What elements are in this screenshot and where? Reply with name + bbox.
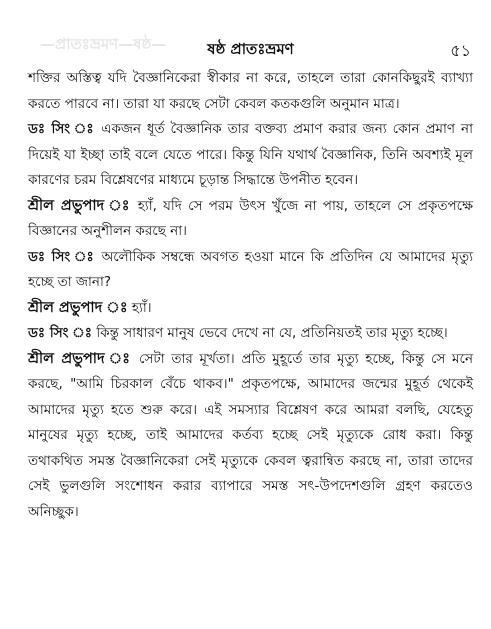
speaker-label: ডঃ সিং ঃ [28, 325, 93, 341]
paragraph [28, 347, 473, 526]
paragraph-text: একজন ধূর্ত বৈজ্ঞানিক তার বক্তব্য প্রমাণ করার জন্য কোন প্রমাণ না দিয়েই যা ইচ্ছা তাই বলে যেতে পারে। কিন্তু যিনি যথার্থ বৈজ্ঞানিক, তিনি অবশ্যই মূল কারণের চরম বিশ্লেষণের মাধ্যমে চূড়ান্ত সিদ্ধান্তে উপনীত হবেন। [28, 121, 473, 188]
running-title: ষষ্ঠ প্রাতঃভ্রমণ [207, 40, 294, 58]
paragraph-text: অলৌকিক সম্বন্ধে অবগত হওয়া মানে কি প্রতিদিন যে আমাদের মৃত্যু হচ্ছে তা জানা? [28, 248, 473, 290]
paragraph [28, 117, 473, 194]
paragraph-text: হ্যাঁ। [131, 299, 152, 316]
paragraph-text: শক্তির অস্তিত্ব যদি বৈজ্ঞানিকেরা স্বীকার না করে, তাহলে তারা কোনকিছুরই ব্যাখ্যা করতে পারবে না। তারা যা করছে সেটা কেবল কতকগুলি অনুমান মাত্র। [28, 70, 473, 112]
body-text [28, 66, 473, 525]
paragraph-text: কিন্তু সাধারণ মানুষ ভেবে দেখে না যে, প্রতিনিয়তই তার মৃত্যু হচ্ছে। [96, 325, 448, 341]
speaker-label: শ্রীল প্রভুপাদ ঃ [28, 299, 128, 316]
paragraph [28, 296, 473, 322]
paragraph [28, 321, 473, 347]
speaker-label: ডঃ সিং ঃ [28, 248, 96, 265]
document-page [28, 38, 473, 618]
paragraph [28, 66, 473, 117]
page-number: ৫১ [450, 41, 471, 60]
speaker-label: শ্রীল প্রভুপাদ ঃ [28, 350, 133, 367]
paragraph-text: সেটা তার মূর্খতা। প্রতি মুহূর্তে তার মৃত্যু হচ্ছে, কিন্তু সে মনে করছে, "আমি চিরকাল বেঁচে থাকব।" প্রকৃতপক্ষে, আমাদের জন্মের মুহূর্ত থেকেই আমাদের মৃত্যু হতে শুরু করে। এই সমস্যার বিশ্লেষণ করে আমরা বলছি, যেহেতু মানুষের মৃত্যু হচ্ছে, তাই আমাদের কর্তব্য হচ্ছে সেই মৃত্যুকে রোধ করা। কিন্তু তথাকথিত সমস্ত বৈজ্ঞানিকেরা সেই মৃত্যুকে কেবল ত্বরান্বিত করছে না, তারা তাদের সেই ভুলগুলি সংশোধন করার ব্যাপারে সমস্ত সৎ-উপদেশগুলি গ্রহণ করতেও অনিচ্ছুক। [28, 350, 474, 520]
speaker-label: ডঃ সিং ঃ [28, 121, 96, 137]
bleed-through-text: —প্রাতঃভ্রমণ—ষষ্ঠ— [40, 35, 167, 53]
paragraph [28, 245, 473, 296]
speaker-label: শ্রীল প্রভুপাদ ঃ [28, 197, 132, 214]
paragraph-text: হ্যাঁ, যদি সে পরম উৎস খুঁজে না পায়, তাহলে সে প্রকৃতপক্ষে বিজ্ঞানের অনুশীলন করছে না। [28, 197, 474, 239]
page-header [28, 38, 473, 66]
paragraph [28, 194, 473, 245]
